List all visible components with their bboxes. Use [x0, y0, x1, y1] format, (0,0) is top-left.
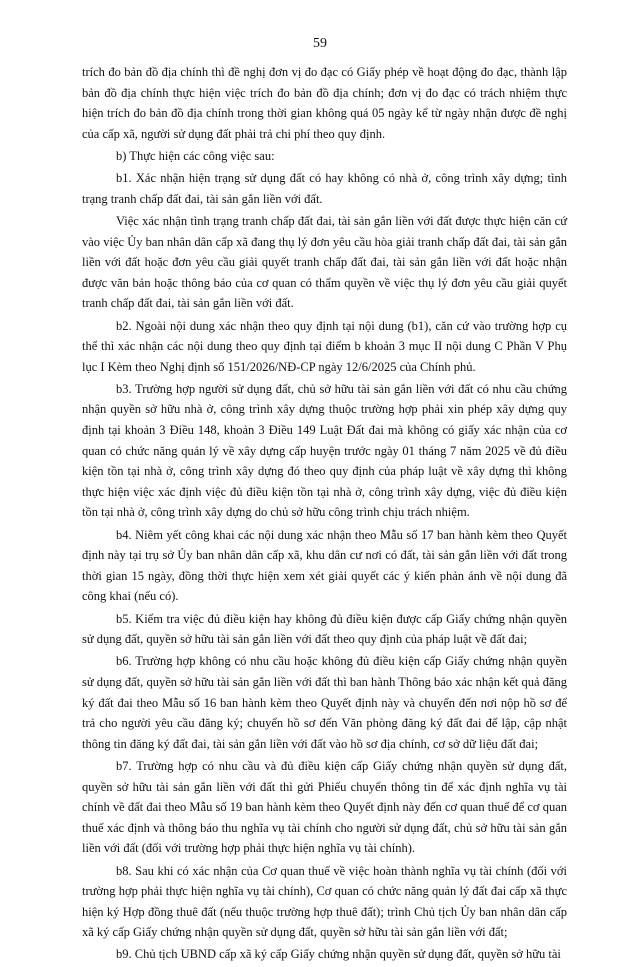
paragraph-b1-detail: Việc xác nhận tình trạng tranh chấp đất đai, tài sản gắn liền với đất được thực hiện căn cứ vào việc Ủy ban nhân dân cấp xã đang thụ lý đơn yêu cầu hòa giải tranh chấp đất đai, tài sản gắn liền với đất hoặc đơn yêu cầu giải quyết tranh chấp đất đai, tài sản gắn liền với đất hoặc nhận được văn bản hoặc thông báo của cơ quan có thẩm quyền về việc thụ lý đơn yêu cầu giải quyết tranh chấp đất đai, tài sản gắn liền với đất. — [82, 213, 567, 311]
paragraph-b6: b6. Trường hợp không có nhu cầu hoặc không đủ điều kiện cấp Giấy chứng nhận quyền sử dụng đất, quyền sở hữu tài sản gắn liền với đất thì ban hành Thông báo xác nhận kết quả đăng ký đất đai theo Mẫu số 16 ban hành kèm theo Quyết định này và chuyển đến nơi nộp hồ sơ để trả cho người yêu cầu đăng ký; chuyển hồ sơ đến Văn phòng đăng ký đất đai để lập, cập nhật thông tin đăng ký đất đai, tài sản gắn liền với đất vào hồ sơ địa chính, cơ sở dữ liệu đất đai; — [82, 654, 567, 751]
paragraph-b9: b9. Chủ tịch UBND cấp xã ký cấp Giấy chứng nhận quyền sử dụng đất, quyền sở hữu tài — [116, 947, 561, 962]
paragraph-b1: b1. Xác nhận hiện trạng sử dụng đất có hay không có nhà ở, công trình xây dựng; tình trạng tranh chấp đất đai, tài sản gắn liền với đất. — [82, 171, 567, 206]
paragraph-b8: b8. Sau khi có xác nhận của Cơ quan thuế về việc hoàn thành nghĩa vụ tài chính (đối với trường hợp phải thực hiện nghĩa vụ tài chính), Cơ quan có chức năng quản lý đất đai cấp xã thực hiện ký Hợp đồng thuê đất (nếu thuộc trường hợp thuê đất); trình Chủ tịch Ủy ban nhân dân cấp xã ký cấp Giấy chứng nhận quyền sử dụng đất, quyền sở hữu tài sản gắn liền với đất; — [82, 863, 567, 940]
paragraph-b4: b4. Niêm yết công khai các nội dung xác nhận theo Mẫu số 17 ban hành kèm theo Quyết định này tại trụ sở Ủy ban nhân dân cấp xã, khu dân cư nơi có đất, tài sản gắn liền với đất trong thời gian 15 ngày, đồng thời thực hiện xem xét giải quyết các ý kiến phản ánh về nội dung đã công khai (nếu có). — [82, 527, 567, 604]
paragraph-b7: b7. Trường hợp có nhu cầu và đủ điều kiện cấp Giấy chứng nhận quyền sử dụng đất, quyền sở hữu tài sản gắn liền với đất thì gửi Phiếu chuyển thông tin để xác định nghĩa vụ tài chính về đất đai theo Mẫu số 19 ban hành kèm theo Quyết định này đến cơ quan thuế để cơ quan thuế xác định và thông báo thu nghĩa vụ tài chính cho người sử dụng đất, chủ sở hữu tài sản gắn liền với đất (đối với trường hợp phải thực hiện nghĩa vụ tài chính). — [82, 758, 567, 856]
paragraph-b3: b3. Trường hợp người sử dụng đất, chủ sở hữu tài sản gắn liền với đất có nhu cầu chứng nhận quyền sở hữu nhà ở, công trình xây dựng thuộc trường hợp phải xin phép xây dựng quy định tại khoản 3 Điều 148, khoản 3 Điều 149 Luật Đất đai mà không có giấy xác nhận của cơ quan có chức năng quản lý về xây dựng cấp huyện trước ngày 01 tháng 7 năm 2025 về đủ điều kiện tồn tại nhà ở, công trình xây dựng đó theo quy định của pháp luật về xây dựng thì không thực hiện việc xác định việc đủ điều kiện tồn tại nhà ở, công trình xây dựng, việc đủ điều kiện tồn tại nhà ở, công trình xây dựng do chủ sở hữu công trình chịu trách nhiệm. — [82, 381, 567, 520]
paragraph-b5: b5. Kiểm tra việc đủ điều kiện hay không đủ điều kiện được cấp Giấy chứng nhận quyền sử dụng đất, quyền sở hữu tài sản gắn liền với đất theo quy định của pháp luật về đất đai; — [82, 611, 567, 647]
paragraph-b-heading: b) Thực hiện các công việc sau: — [116, 148, 275, 163]
page-number: 59 — [313, 36, 327, 51]
paragraph-continuation: trích đo bản đồ địa chính thì đề nghị đơn vị đo đạc có Giấy phép về hoạt động đo đạc, thành lập bản đồ địa chính thực hiện việc trích đo bản đồ địa chính; đơn vị đo đạc có trách nhiệm thực hiện trích đo bản đồ địa chính trong thời gian không quá 05 ngày kể từ ngày nhận được đề nghị của cấp xã, người sử dụng đất phải trả chi phí theo quy định. — [82, 65, 567, 141]
document-body — [82, 62, 567, 967]
paragraph-b2: b2. Ngoài nội dung xác nhận theo quy định tại nội dung (b1), căn cứ vào trường hợp cụ thể thì xác nhận các nội dung theo quy định tại điểm b khoản 3 mục II nội dung C Phần V Phụ lục I Kèm theo Nghị định số 151/2026/NĐ-CP ngày 12/6/2025 của Chính phủ. — [82, 318, 567, 374]
